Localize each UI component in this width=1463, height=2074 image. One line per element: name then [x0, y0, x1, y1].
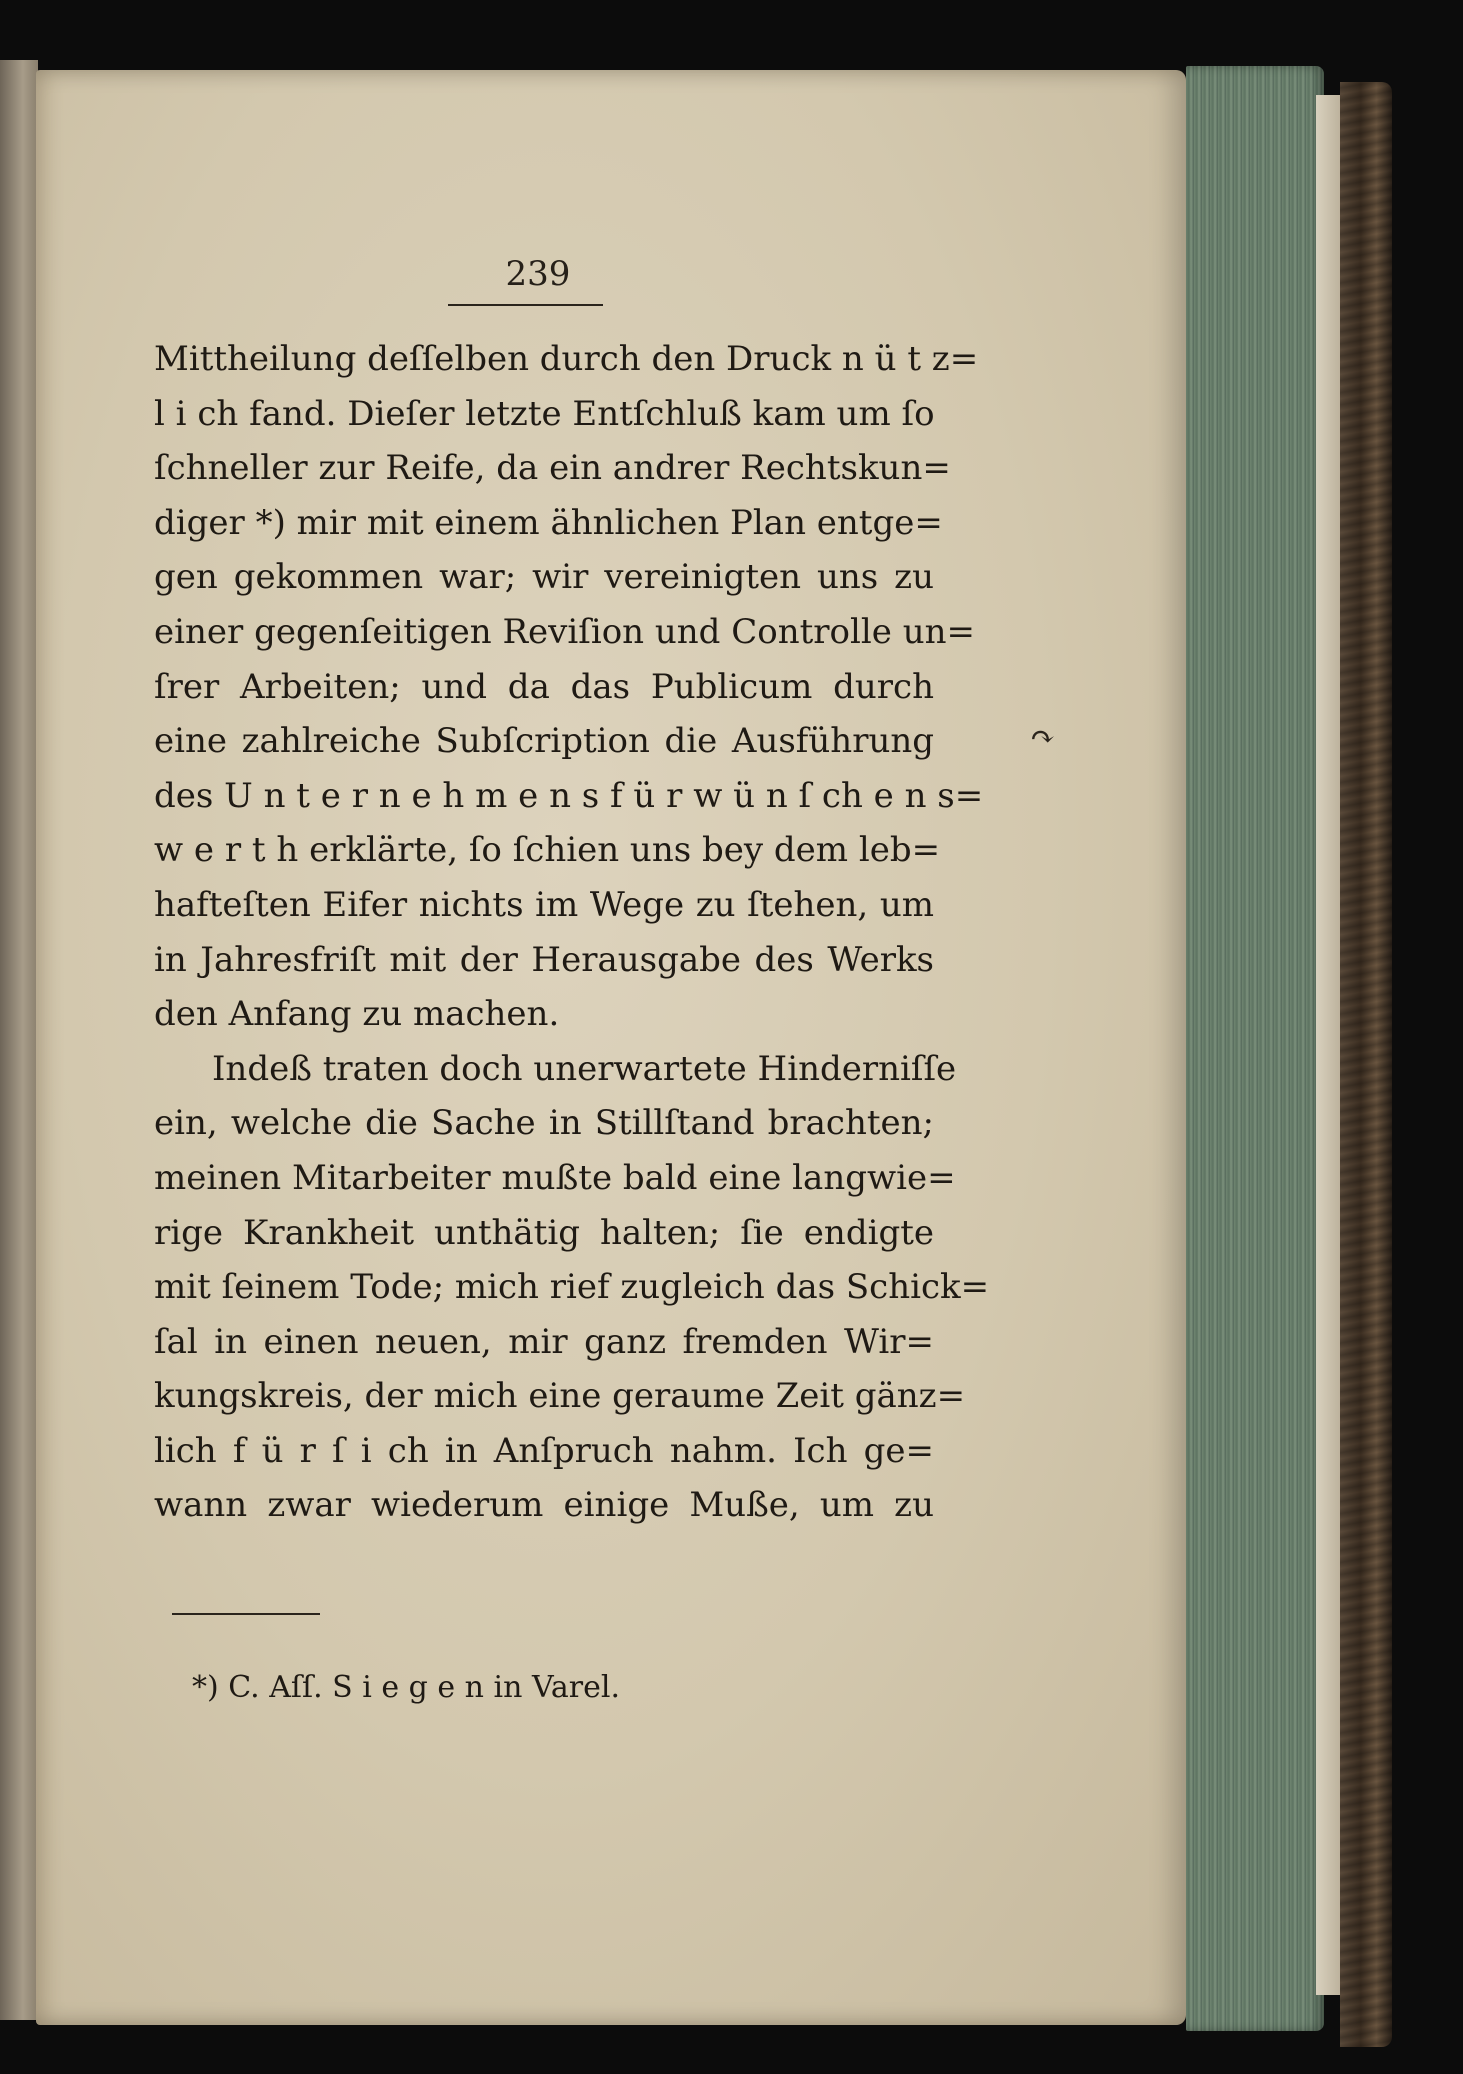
- text-line: ein, welche die Sache in Stillſtand brachten;: [154, 1103, 934, 1144]
- text-line: eine zahlreiche Subſcription die Ausführung: [154, 721, 934, 762]
- text-line: kungskreis, der mich eine geraume Zeit gänz=: [154, 1376, 966, 1417]
- text-line: mit ſeinem Tode; mich rief zugleich das Schick=: [154, 1267, 990, 1308]
- text-line: Indeß traten doch unerwartete Hinderniſſe: [212, 1048, 957, 1089]
- page-number: 239: [505, 254, 571, 294]
- text-line: diger *) mir mit einem ähnlichen Plan entge=: [154, 502, 943, 543]
- header-rule: [448, 304, 603, 306]
- text-line: w e r t h erklärte, ſo ſchien uns bey dem leb=: [154, 830, 941, 871]
- text-line: wann zwar wiederum einige Muße, um zu: [154, 1485, 934, 1526]
- text-line: rige Krankheit unthätig halten; ſie endigte: [154, 1212, 934, 1253]
- text-line: gen gekommen war; wir vereinigten uns zu: [154, 557, 934, 598]
- book-cover: [1340, 82, 1392, 2047]
- text-line: lich f ü r ſ i ch in Anſpruch nahm. Ich ge=: [154, 1430, 934, 1471]
- text-line: Mittheilung deſſelben durch den Druck n ü t z=: [154, 339, 979, 379]
- footnote-rule: [172, 1613, 320, 1615]
- text-line: einer gegenſeitigen Reviſion und Controlle un=: [154, 611, 975, 652]
- text-line: ſchneller zur Reife, da ein andrer Rechtskun=: [154, 448, 951, 489]
- body-text: [154, 332, 990, 1533]
- text-line: des U n t e r n e h m e n s f ü r w ü n ſ ch e n s=: [154, 775, 984, 816]
- margin-mark-icon: ↷: [1030, 720, 1056, 755]
- text-line: hafteſten Eifer nichts im Wege zu ſtehen, um: [154, 884, 934, 925]
- text-line: den Anfang zu machen.: [154, 994, 560, 1035]
- text-line: meinen Mitarbeiter mußte bald eine langwie=: [154, 1157, 956, 1198]
- footnote: *) C. Aſſ. S i e g e n in Varel.: [192, 1670, 621, 1705]
- text-line: ſal in einen neuen, mir ganz fremden Wir=: [154, 1321, 934, 1362]
- text-line: ſrer Arbeiten; und da das Publicum durch: [154, 666, 934, 707]
- page-edges: [1186, 66, 1324, 2031]
- text-line: l i ch fand. Dieſer letzte Entſchluß kam um ſo: [154, 393, 935, 434]
- paragraph-2: [154, 1042, 990, 1533]
- paragraph-1: [154, 332, 984, 1042]
- text-line: in Jahresfriſt mit der Herausgabe des Werks: [154, 939, 934, 980]
- facing-page-edge: [0, 60, 38, 2020]
